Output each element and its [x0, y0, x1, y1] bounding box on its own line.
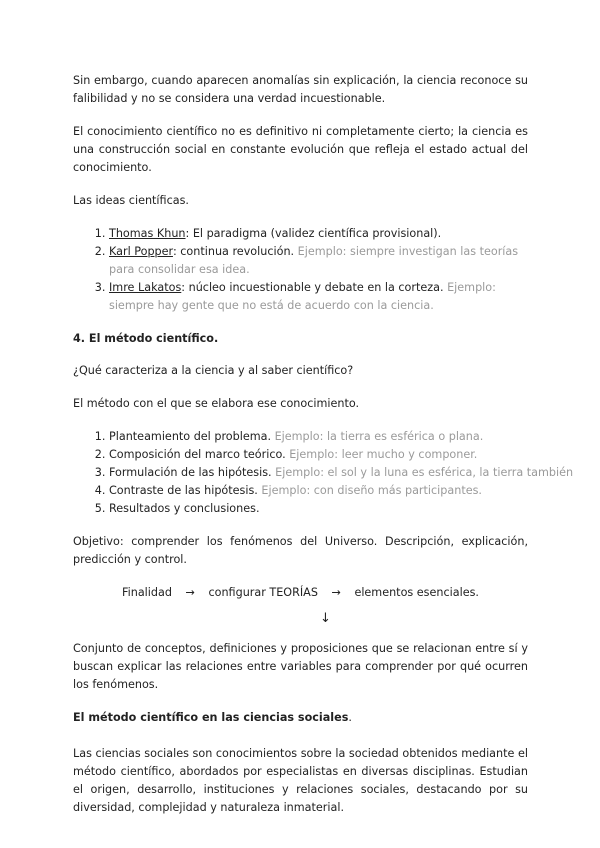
section-heading: 4. El método científico.: [73, 332, 219, 345]
arrow-right-icon: →: [185, 586, 195, 599]
section-question: ¿Qué caracteriza a la ciencia y al saber científico?: [73, 364, 354, 377]
step-text: Contraste de las hipótesis.: [109, 484, 258, 497]
flow-end: elementos esenciales.: [354, 586, 479, 599]
subsection-heading-text: El método científico en las ciencias sociales: [73, 711, 349, 724]
ideas-label: Las ideas científicas.: [73, 194, 189, 207]
step-example: Ejemplo: leer mucho y componer.: [285, 448, 478, 461]
arrow-down-icon: ↓: [320, 611, 331, 626]
social-sciences-paragraph: Las ciencias sociales son conocimientos sobre la sociedad obtenidos mediante el método científico, abordados por especialistas en diversas disciplinas. Estudian el origen, desarrollo, instituciones y relaciones sociales, destacando por su diversidad, complejidad y naturaleza inmaterial.: [73, 747, 528, 814]
ideas-list: [73, 225, 528, 315]
step-text: Planteamiento del problema.: [109, 430, 272, 443]
list-item: [109, 279, 528, 315]
list-item: [109, 225, 528, 243]
idea-example: Ejemplo: siempre hay gente que no está de acuerdo con la ciencia.: [109, 281, 496, 312]
definition-paragraph: Conjunto de conceptos, definiciones y proposiciones que se relacionan entre sí y buscan explicar las relaciones entre variables para comprender por qué ocurren los fenómenos.: [73, 642, 528, 691]
step-text: Resultados y conclusiones.: [109, 502, 260, 515]
author-name: Imre Lakatos: [109, 281, 182, 294]
step-example: Ejemplo: el sol y la luna es esférica, la tierra también: [271, 466, 574, 479]
step-text: Composición del marco teórico.: [109, 448, 286, 461]
arrow-right-icon: →: [331, 586, 341, 599]
subsection-heading: [73, 709, 528, 727]
author-name: Karl Popper: [109, 245, 173, 258]
idea-example: Ejemplo: siempre investigan las teorías para consolidar esa idea.: [109, 245, 519, 276]
list-item: [109, 464, 574, 482]
subsection-heading-dot: .: [348, 711, 352, 724]
idea-text: : continua revolución.: [172, 245, 295, 258]
flow-start: Finalidad: [122, 586, 172, 599]
list-item: [109, 428, 528, 446]
idea-text: : El paradigma (validez científica provisional).: [185, 227, 442, 240]
document-page: [73, 72, 574, 832]
idea-text: : núcleo incuestionable y debate en la corteza.: [181, 281, 444, 294]
list-item: [109, 446, 528, 464]
flow-diagram: [73, 584, 528, 602]
intro-paragraph-2: El conocimiento científico no es definitivo ni completamente cierto; la ciencia es una construcción social en constante evolución que refleja el estado actual del conocimiento.: [73, 125, 528, 174]
intro-paragraph-1: Sin embargo, cuando aparecen anomalías sin explicación, la ciencia reconoce su falibilidad y no se considera una verdad incuestionable.: [73, 74, 528, 105]
list-item: [109, 482, 528, 500]
list-item: [109, 500, 528, 518]
list-item: [109, 243, 528, 279]
section-answer: El método con el que se elabora ese conocimiento.: [73, 397, 360, 410]
objective-paragraph: Objetivo: comprender los fenómenos del Universo. Descripción, explicación, predicción y control.: [73, 535, 528, 566]
step-example: Ejemplo: la tierra es esférica o plana.: [271, 430, 484, 443]
flow-middle: configurar TEORÍAS: [208, 586, 318, 599]
step-text: Formulación de las hipótesis.: [109, 466, 272, 479]
step-example: Ejemplo: con diseño más participantes.: [257, 484, 482, 497]
author-name: Thomas Khun: [109, 227, 186, 240]
method-steps-list: [73, 428, 574, 518]
